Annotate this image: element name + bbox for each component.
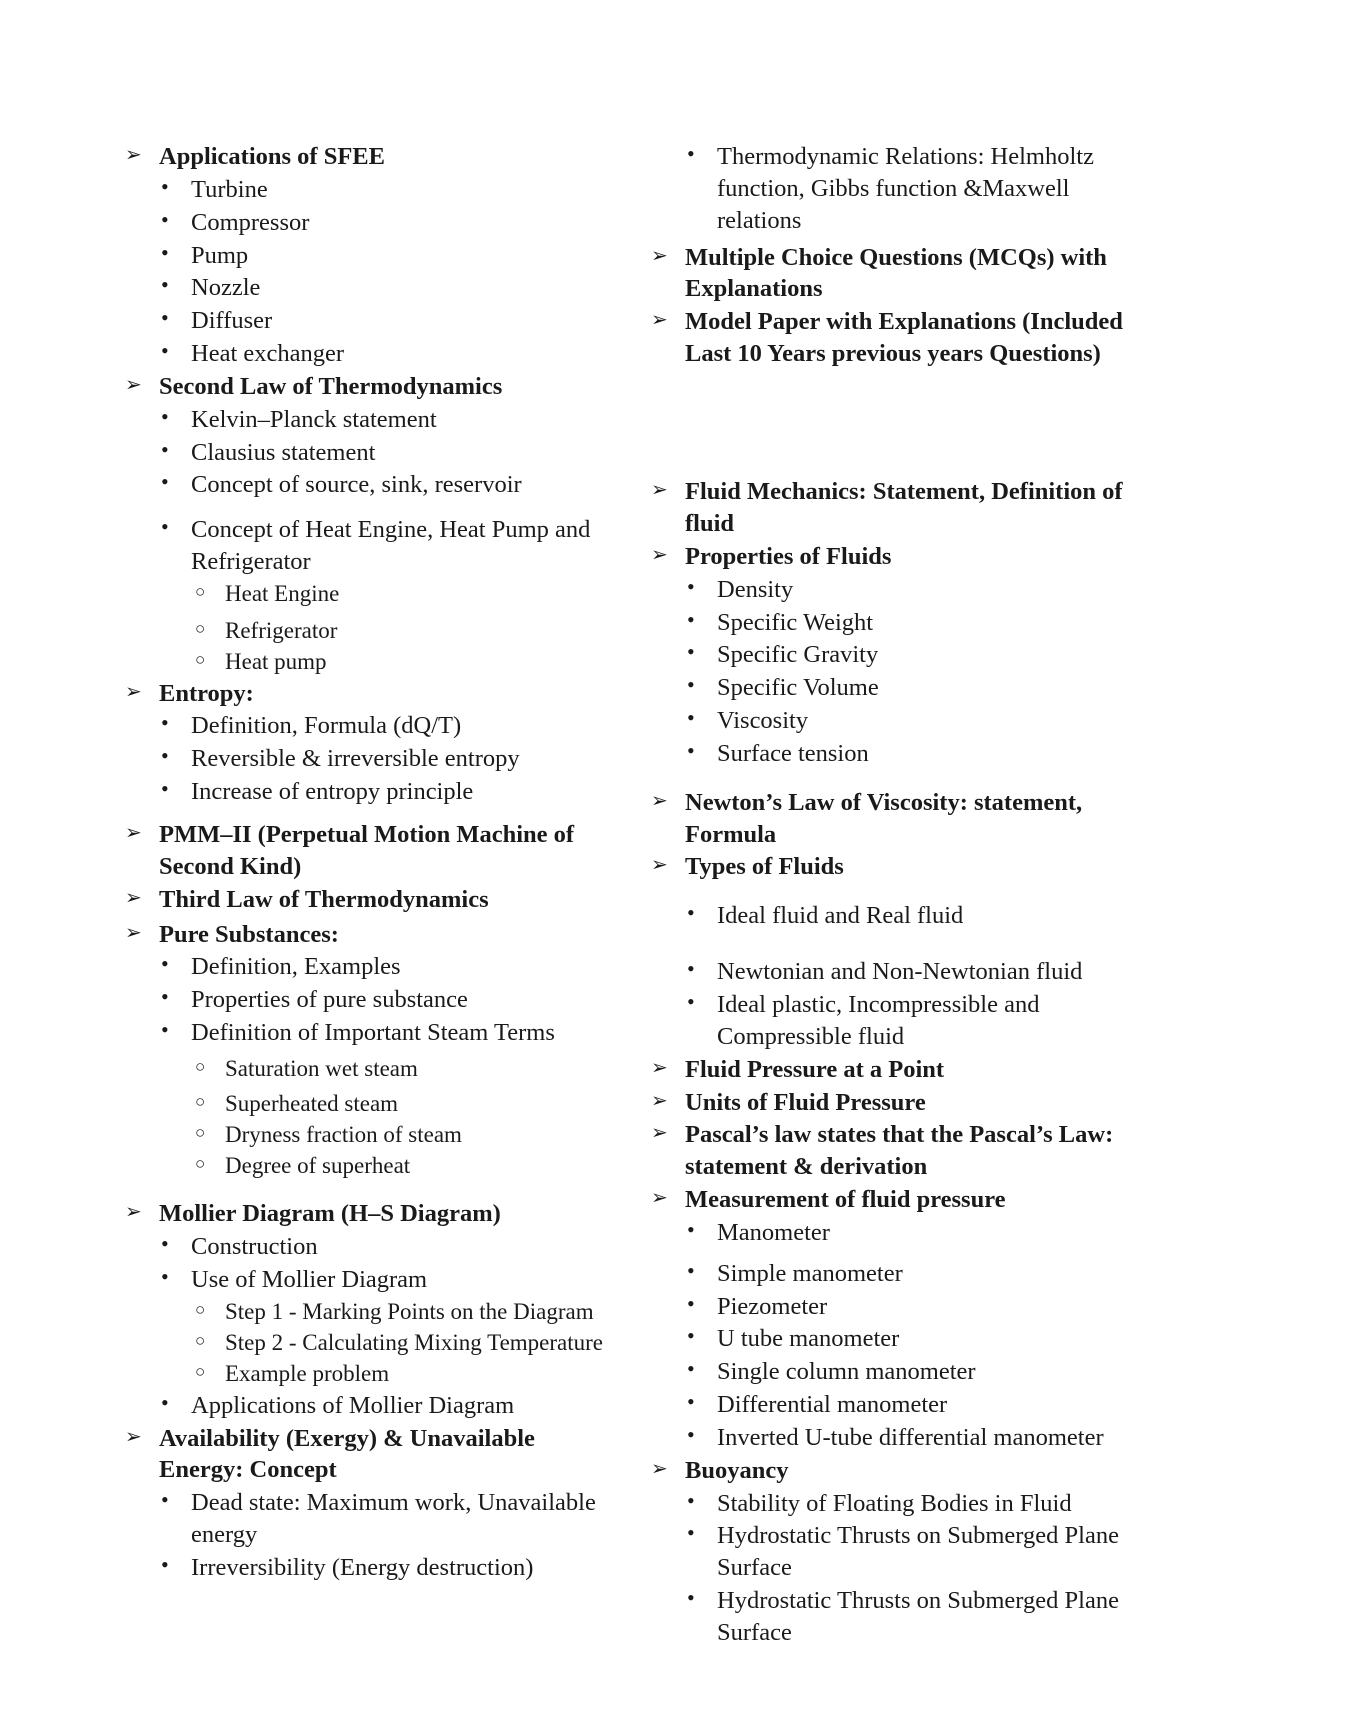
- arrow-bullet-icon: ➢: [651, 309, 668, 332]
- disc-bullet-icon: •: [161, 338, 169, 364]
- circle-bullet-icon: ○: [195, 1330, 206, 1350]
- arrow-bullet-icon: ➢: [651, 1457, 668, 1480]
- right-column-toc-list-bottom: [651, 476, 1151, 1649]
- toc-item-level-2: [651, 1422, 1151, 1454]
- toc-item-level-1: [125, 678, 623, 710]
- toc-item-level-1: [125, 371, 623, 403]
- right-column-toc-list-top: [651, 141, 1151, 370]
- arrow-bullet-icon: ➢: [125, 886, 142, 909]
- toc-item-level-1: [651, 541, 1151, 573]
- toc-item-level-3: [125, 1120, 623, 1150]
- toc-item-level-3: [125, 1328, 623, 1358]
- toc-item-level-3: [125, 1151, 623, 1181]
- arrow-bullet-icon: ➢: [125, 822, 142, 845]
- toc-item-level-2: [651, 1323, 1151, 1355]
- disc-bullet-icon: •: [161, 743, 169, 769]
- toc-item-level-1: [651, 1119, 1151, 1183]
- chapter-banner-subtitle: Fluid Machinery: [725, 426, 923, 457]
- toc-item-level-2: [651, 1585, 1151, 1649]
- arrow-bullet-icon: ➢: [651, 543, 668, 566]
- toc-item-label: Use of Mollier Diagram: [191, 1266, 428, 1294]
- disc-bullet-icon: •: [161, 710, 169, 736]
- vertical-spacer: [651, 932, 1151, 939]
- vertical-spacer: [651, 892, 1151, 899]
- arrow-bullet-icon: ➢: [651, 854, 668, 877]
- toc-item-label: Heat exchanger: [191, 340, 345, 368]
- toc-item-label: Saturation wet steam: [225, 1055, 418, 1081]
- toc-item-label: Ideal fluid and Real fluid: [717, 902, 964, 930]
- toc-item-level-2: [651, 607, 1151, 639]
- toc-item-level-1: [651, 1184, 1151, 1216]
- disc-bullet-icon: •: [161, 1551, 169, 1577]
- toc-item-label: Thermodynamic Relations: Helmholtz function, Gibbs function &Maxwell relations: [717, 143, 1094, 234]
- right-column: [651, 140, 1151, 1649]
- toc-item-level-2: [651, 989, 1151, 1053]
- toc-item-level-2: [651, 1488, 1151, 1520]
- toc-item-level-2: [125, 240, 623, 272]
- chapter-banner-page-range: 2.1-2.38: [1012, 428, 1104, 457]
- toc-item-level-1: [651, 242, 1151, 306]
- toc-item-level-2: [125, 984, 623, 1016]
- disc-bullet-icon: •: [161, 272, 169, 298]
- disc-bullet-icon: •: [161, 1487, 169, 1513]
- disc-bullet-icon: •: [161, 1231, 169, 1257]
- toc-item-label: Buoyancy: [685, 1456, 789, 1484]
- arrow-bullet-icon: ➢: [125, 921, 142, 944]
- arrow-bullet-icon: ➢: [651, 1089, 668, 1112]
- toc-item-label: Increase of entropy principle: [191, 778, 474, 806]
- vertical-spacer: [651, 939, 1151, 948]
- disc-bullet-icon: •: [687, 988, 695, 1014]
- toc-item-level-3: [125, 616, 623, 646]
- circle-bullet-icon: ○: [195, 1361, 206, 1381]
- toc-item-label: Concept of source, sink, reservoir: [191, 471, 522, 499]
- toc-item-level-2: [125, 1231, 623, 1263]
- toc-item-level-2: [125, 305, 623, 337]
- toc-item-level-1: [651, 1455, 1151, 1487]
- toc-item-level-3: [125, 1297, 623, 1327]
- toc-item-level-2: [125, 710, 623, 742]
- toc-item-label: Surface tension: [717, 739, 869, 767]
- toc-item-label: Types of Fluids: [685, 853, 844, 881]
- toc-item-level-2: [125, 1017, 623, 1049]
- toc-item-label: Heat pump: [225, 648, 327, 674]
- toc-item-label: Specific Gravity: [717, 641, 879, 669]
- toc-item-label: Simple manometer: [717, 1259, 903, 1287]
- toc-item-level-2: [125, 404, 623, 436]
- toc-item-label: Entropy:: [159, 679, 254, 707]
- toc-item-label: Ideal plastic, Incompressible and Compressible fluid: [717, 990, 1040, 1050]
- toc-item-level-1: [125, 884, 623, 916]
- disc-bullet-icon: •: [687, 1389, 695, 1415]
- toc-item-level-3: [125, 1054, 623, 1084]
- toc-item-level-2: [125, 1264, 623, 1296]
- toc-item-level-1: [651, 476, 1151, 540]
- toc-item-label: Fluid Mechanics: Statement, Definition of fluid: [685, 478, 1123, 537]
- toc-item-level-2: [651, 1291, 1151, 1323]
- toc-item-level-2: [651, 639, 1151, 671]
- left-column-toc-list: [125, 141, 623, 1584]
- vertical-spacer: [125, 916, 623, 918]
- disc-bullet-icon: •: [161, 206, 169, 232]
- toc-item-level-3: [125, 579, 623, 609]
- toc-item-label: Compressor: [191, 208, 310, 236]
- toc-item-label: Inverted U-tube differential manometer: [717, 1423, 1104, 1451]
- toc-item-label: Hydrostatic Thrusts on Submerged Plane Surface: [717, 1587, 1119, 1646]
- chapter-2-banner: [651, 387, 1118, 467]
- vertical-spacer: [651, 770, 1151, 779]
- disc-bullet-icon: •: [161, 305, 169, 331]
- toc-item-label: Newton’s Law of Viscosity: statement, Formula: [685, 788, 1083, 848]
- arrow-bullet-icon: ➢: [125, 680, 142, 703]
- disc-bullet-icon: •: [161, 776, 169, 802]
- circle-bullet-icon: ○: [195, 649, 206, 669]
- toc-item-label: Refrigerator: [225, 617, 338, 643]
- toc-item-label: Multiple Choice Questions (MCQs) with Explanations: [685, 243, 1107, 303]
- toc-item-label: Measurement of fluid pressure: [685, 1186, 1006, 1214]
- disc-bullet-icon: •: [161, 403, 169, 429]
- toc-item-level-2: [125, 272, 623, 304]
- vertical-spacer: [651, 948, 1151, 955]
- vertical-spacer: [125, 1084, 623, 1088]
- toc-item-label: Construction: [191, 1233, 318, 1261]
- toc-item-label: Step 1 - Marking Points on the Diagram: [225, 1299, 594, 1325]
- arrow-bullet-icon: ➢: [125, 144, 142, 166]
- disc-bullet-icon: •: [687, 573, 695, 599]
- toc-item-label: Viscosity: [717, 707, 809, 735]
- circle-bullet-icon: ○: [195, 581, 206, 601]
- toc-item-label: Specific Volume: [717, 674, 879, 702]
- toc-item-level-1: [125, 919, 623, 951]
- toc-item-level-1: [125, 141, 623, 173]
- vertical-spacer: [125, 609, 623, 615]
- toc-item-label: Degree of superheat: [225, 1152, 411, 1178]
- toc-item-level-1: [651, 1054, 1151, 1086]
- toc-item-label: Model Paper with Explanations (Included Last 10 Years previous years Questions): [685, 308, 1123, 368]
- toc-item-level-1: [651, 851, 1151, 883]
- toc-item-level-2: [125, 951, 623, 983]
- toc-item-level-2: [125, 207, 623, 239]
- circle-bullet-icon: ○: [195, 1056, 206, 1076]
- toc-item-label: Newtonian and Non-Newtonian fluid: [717, 958, 1083, 986]
- disc-bullet-icon: •: [687, 900, 695, 926]
- toc-item-label: Specific Weight: [717, 608, 874, 636]
- toc-item-label: Pascal’s law states that the Pascal’s Law: statement & derivation: [685, 1121, 1114, 1181]
- circle-bullet-icon: ○: [195, 1091, 206, 1111]
- vertical-spacer: [125, 1049, 623, 1053]
- toc-item-level-2: [125, 776, 623, 808]
- disc-bullet-icon: •: [161, 514, 169, 540]
- toc-item-label: Applications of SFEE: [159, 143, 385, 170]
- circle-bullet-icon: ○: [195, 618, 206, 638]
- toc-item-level-2: [651, 672, 1151, 704]
- vertical-spacer: [125, 808, 623, 818]
- disc-bullet-icon: •: [161, 984, 169, 1010]
- arrow-bullet-icon: ➢: [651, 1122, 668, 1145]
- toc-item-label: Nozzle: [191, 274, 261, 302]
- toc-item-label: Step 2 - Calculating Mixing Temperature: [225, 1329, 604, 1355]
- toc-item-label: Example problem: [225, 1360, 390, 1386]
- toc-item-label: Density: [717, 575, 794, 603]
- chapter-banner-line-1: Chapter 2: Fluid Mechanics &: [665, 393, 1030, 424]
- toc-item-label: Concept of Heat Engine, Heat Pump and Refrigerator: [191, 516, 591, 576]
- disc-bullet-icon: •: [161, 1389, 169, 1415]
- toc-item-level-2: [651, 141, 1151, 237]
- toc-item-level-2: [125, 174, 623, 206]
- arrow-bullet-icon: ➢: [125, 1201, 142, 1224]
- disc-bullet-icon: •: [687, 956, 695, 982]
- disc-bullet-icon: •: [687, 1216, 695, 1242]
- vertical-spacer: [651, 1253, 1151, 1257]
- toc-item-label: Hydrostatic Thrusts on Submerged Plane Surface: [717, 1522, 1119, 1582]
- toc-item-label: Piezometer: [717, 1292, 828, 1320]
- toc-item-label: Definition, Formula (dQ/T): [191, 712, 462, 740]
- toc-item-label: Single column manometer: [717, 1358, 976, 1386]
- toc-item-label: Reversible & irreversible entropy: [191, 745, 520, 773]
- toc-item-level-2: [125, 437, 623, 469]
- disc-bullet-icon: •: [687, 737, 695, 763]
- toc-item-level-2: [651, 705, 1151, 737]
- toc-item-level-2: [651, 900, 1151, 932]
- vertical-spacer: [651, 237, 1151, 241]
- toc-item-level-2: [651, 574, 1151, 606]
- toc-item-level-3: [125, 647, 623, 677]
- toc-item-label: Properties of pure substance: [191, 986, 468, 1014]
- toc-item-label: Properties of Fluids: [685, 542, 892, 570]
- toc-item-label: Superheated steam: [225, 1090, 399, 1116]
- disc-bullet-icon: •: [687, 141, 695, 166]
- toc-item-level-2: [125, 1552, 623, 1584]
- toc-item-label: Clausius statement: [191, 438, 376, 466]
- toc-item-label: Heat Engine: [225, 580, 340, 606]
- toc-item-label: Availability (Exergy) & Unavailable Energy: Concept: [159, 1424, 535, 1484]
- toc-item-level-1: [651, 787, 1151, 851]
- toc-item-label: U tube manometer: [717, 1325, 900, 1353]
- arrow-bullet-icon: ➢: [651, 1187, 668, 1210]
- toc-item-level-2: [651, 956, 1151, 988]
- arrow-bullet-icon: ➢: [125, 1425, 142, 1448]
- toc-item-level-1: [125, 1423, 623, 1487]
- toc-item-label: Pure Substances:: [159, 920, 339, 948]
- arrow-bullet-icon: ➢: [651, 244, 668, 267]
- disc-bullet-icon: •: [161, 173, 169, 199]
- toc-item-label: Fluid Pressure at a Point: [685, 1055, 945, 1083]
- disc-bullet-icon: •: [687, 1257, 695, 1283]
- toc-item-label: Turbine: [191, 175, 268, 203]
- toc-item-label: Diffuser: [191, 307, 273, 335]
- toc-item-label: Second Law of Thermodynamics: [159, 372, 503, 400]
- toc-item-label: Definition, Examples: [191, 953, 401, 981]
- toc-item-label: Manometer: [717, 1218, 830, 1246]
- disc-bullet-icon: •: [687, 1421, 695, 1447]
- toc-item-level-1: [125, 819, 623, 883]
- toc-item-label: Units of Fluid Pressure: [685, 1088, 926, 1116]
- toc-item-level-1: [651, 1087, 1151, 1119]
- toc-item-level-2: [651, 1389, 1151, 1421]
- toc-item-label: Pump: [191, 241, 249, 269]
- vertical-spacer: [125, 507, 623, 513]
- disc-bullet-icon: •: [161, 1264, 169, 1290]
- disc-bullet-icon: •: [687, 606, 695, 632]
- circle-bullet-icon: ○: [195, 1153, 206, 1173]
- toc-item-level-3: [125, 1089, 623, 1119]
- disc-bullet-icon: •: [687, 639, 695, 665]
- toc-item-level-1: [651, 306, 1151, 370]
- toc-item-level-2: [125, 338, 623, 370]
- disc-bullet-icon: •: [687, 1290, 695, 1316]
- toc-item-level-2: [125, 743, 623, 775]
- toc-item-level-2: [125, 1390, 623, 1422]
- chapter-banner-line-2: [665, 426, 1104, 460]
- disc-bullet-icon: •: [161, 1017, 169, 1043]
- toc-item-label: Kelvin–Planck statement: [191, 405, 437, 433]
- toc-item-label: Third Law of Thermodynamics: [159, 885, 489, 913]
- toc-item-level-2: [651, 738, 1151, 770]
- toc-item-level-3: [125, 1359, 623, 1389]
- disc-bullet-icon: •: [687, 1520, 695, 1546]
- vertical-spacer: [651, 779, 1151, 786]
- toc-item-label: PMM–II (Perpetual Motion Machine of Second Kind): [159, 821, 575, 880]
- left-column: [125, 140, 623, 1584]
- arrow-bullet-icon: ➢: [651, 1056, 668, 1079]
- vertical-spacer: [651, 883, 1151, 892]
- circle-bullet-icon: ○: [195, 1122, 206, 1142]
- disc-bullet-icon: •: [687, 1487, 695, 1513]
- vertical-spacer: [125, 1180, 623, 1188]
- disc-bullet-icon: •: [687, 672, 695, 698]
- toc-item-label: Differential manometer: [717, 1391, 948, 1419]
- arrow-bullet-icon: ➢: [651, 789, 668, 812]
- toc-item-level-2: [651, 1258, 1151, 1290]
- disc-bullet-icon: •: [687, 1323, 695, 1349]
- disc-bullet-icon: •: [161, 469, 169, 495]
- disc-bullet-icon: •: [687, 1585, 695, 1611]
- toc-item-level-2: [125, 1487, 623, 1551]
- toc-item-label: Stability of Floating Bodies in Fluid: [717, 1489, 1072, 1517]
- two-column-layout: [125, 140, 1230, 1649]
- toc-item-level-2: [125, 469, 623, 501]
- disc-bullet-icon: •: [687, 1356, 695, 1382]
- toc-item-level-2: [651, 1217, 1151, 1249]
- toc-item-level-1: [125, 1198, 623, 1230]
- toc-item-level-2: [651, 1356, 1151, 1388]
- toc-item-label: Dead state: Maximum work, Unavailable energy: [191, 1489, 596, 1549]
- circle-bullet-icon: ○: [195, 1300, 206, 1320]
- toc-item-level-2: [651, 1520, 1151, 1584]
- toc-item-level-2: [125, 514, 623, 578]
- toc-item-label: Applications of Mollier Diagram: [191, 1391, 515, 1419]
- toc-item-label: Irreversibility (Energy destruction): [191, 1553, 534, 1581]
- toc-item-label: Mollier Diagram (H–S Diagram): [159, 1200, 501, 1228]
- arrow-bullet-icon: ➢: [125, 373, 142, 396]
- disc-bullet-icon: •: [161, 239, 169, 265]
- disc-bullet-icon: •: [161, 951, 169, 977]
- toc-item-label: Dryness fraction of steam: [225, 1121, 462, 1147]
- arrow-bullet-icon: ➢: [651, 479, 668, 502]
- disc-bullet-icon: •: [161, 436, 169, 462]
- disc-bullet-icon: •: [687, 705, 695, 731]
- toc-item-label: Definition of Important Steam Terms: [191, 1019, 555, 1047]
- vertical-spacer: [125, 1188, 623, 1197]
